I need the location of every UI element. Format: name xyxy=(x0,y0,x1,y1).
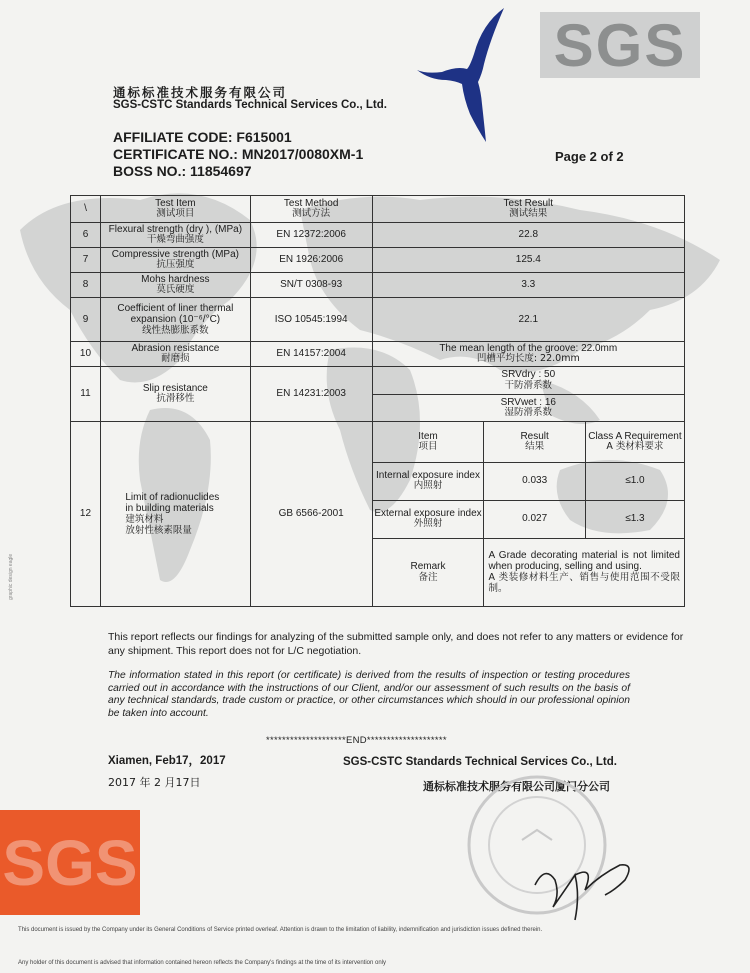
certificate-number: CERTIFICATE NO.: MN2017/0080XM-1 xyxy=(113,146,364,162)
table-row: 10 Abrasion resistance 耐磨损 EN 14157:2004 The mean length of the groove: 22.0mm 凹槽平均长度: 22.0mm xyxy=(71,342,685,367)
table-row: 11 Slip resistance 抗滑移性 EN 14231:2003 SRVdry : 50 干防滑系数 SRVwet : 16 湿防滑系数 xyxy=(71,367,685,422)
side-print-text: graphic design eagle xyxy=(8,553,14,600)
table-row: 9 Coefficient of liner thermal expansion (10⁻⁶/°C) 线性热膨胀系数 ISO 10545:1994 22.1 xyxy=(71,298,685,342)
page-number: Page 2 of 2 xyxy=(555,149,624,164)
place-date: Xiamen, Feb17，2017 xyxy=(108,755,226,767)
remark-text-cn: A 类装修材料生产、销售与使用范围不受限制。 xyxy=(488,571,680,594)
signatory-en: SGS-CSTC Standards Technical Services Co., Ltd. xyxy=(343,756,617,768)
company-name-en: SGS-CSTC Standards Technical Services Co., Ltd. xyxy=(113,99,387,111)
boss-number: BOSS NO.: 11854697 xyxy=(113,163,252,179)
footer-conditions: This document is issued by the Company under its General Conditions of Service printed overleaf. Attention is drawn to the limitation of liability, indemnification and jurisdiction issues defined therein. xyxy=(18,927,543,933)
sgs-orange-block: SGS xyxy=(0,810,140,915)
test-results-table xyxy=(70,195,685,607)
table-row: 7 Compressive strength (MPa) 抗压强度 EN 1926:2006 125.4 xyxy=(71,248,685,273)
table-row: 6 Flexural strength (dry ), (MPa) 干燥弯曲强度 EN 12372:2006 22.8 xyxy=(71,223,685,248)
table-row: 8 Mohs hardness 莫氏硬度 SN/T 0308-93 3.3 xyxy=(71,273,685,298)
eagle-logo-icon xyxy=(412,4,512,144)
end-marker: ********************END******************** xyxy=(266,735,447,746)
date-cn: 2017 年 2 月17日 xyxy=(108,776,201,789)
table-row-radionuclides: 12 Limit of radionuclides in building materials 建筑材料 放射性核素限量 GB 6566-2001 Item 项目 Result 结果 Class A Requirement A 类材料要求 Internal exposure index 内照射 0.033 ≤1.0 External exposure index 外照射 0.027 ≤1.3 Remark 备注 A Grade decorating material is not limited when producing, selling and using. A 类装修材料生产、销售与使用范围不受限制。 xyxy=(71,422,685,607)
slip-resistance-subtable: SRVdry : 50 干防滑系数 SRVwet : 16 湿防滑系数 xyxy=(373,367,684,421)
radionuclide-subtable: Item 项目 Result 结果 Class A Requirement A 类材料要求 Internal exposure index 内照射 0.033 ≤1.0 External exposure index 外照射 0.027 ≤1.3 Remark 备注 A Grade decorating material is not limited when producing, selling and using. A 类装修材料生产、销售与使用范围不受限制。 xyxy=(373,422,684,606)
signatory-cn: 通标标准技术服务有限公司厦门分公司 xyxy=(423,780,610,793)
disclaimer-text: This report reflects our findings for analyzing of the submitted sample only, and does not refer to any matters or evidence for any shipment. This report does not for L/C negotiation. xyxy=(108,631,684,657)
company-name-cn: 通标标准技术服务有限公司 xyxy=(113,85,288,100)
sgs-logo: SGS xyxy=(540,12,700,78)
remark-text-en: A Grade decorating material is not limited when producing, selling and using. xyxy=(488,549,680,573)
signature-icon xyxy=(525,835,645,925)
information-statement: The information stated in this report (or certificate) is derived from the results of inspection or testing procedures carried out in accordance with the instructions of our Client, and/or our assessment of such results on the basis of any technical standards, trade custom or practice, or other circumstances which should in our professional opinion be taken into account. xyxy=(108,670,630,719)
table-header-row: \ Test Item 测试项目 Test Method 测试方法 Test Result 测试结果 xyxy=(71,196,685,223)
affiliate-code: AFFILIATE CODE: F615001 xyxy=(113,129,292,145)
footer-holder-notice: Any holder of this document is advised that information contained hereon reflects the Company's findings at the time of its intervention only xyxy=(18,960,387,966)
